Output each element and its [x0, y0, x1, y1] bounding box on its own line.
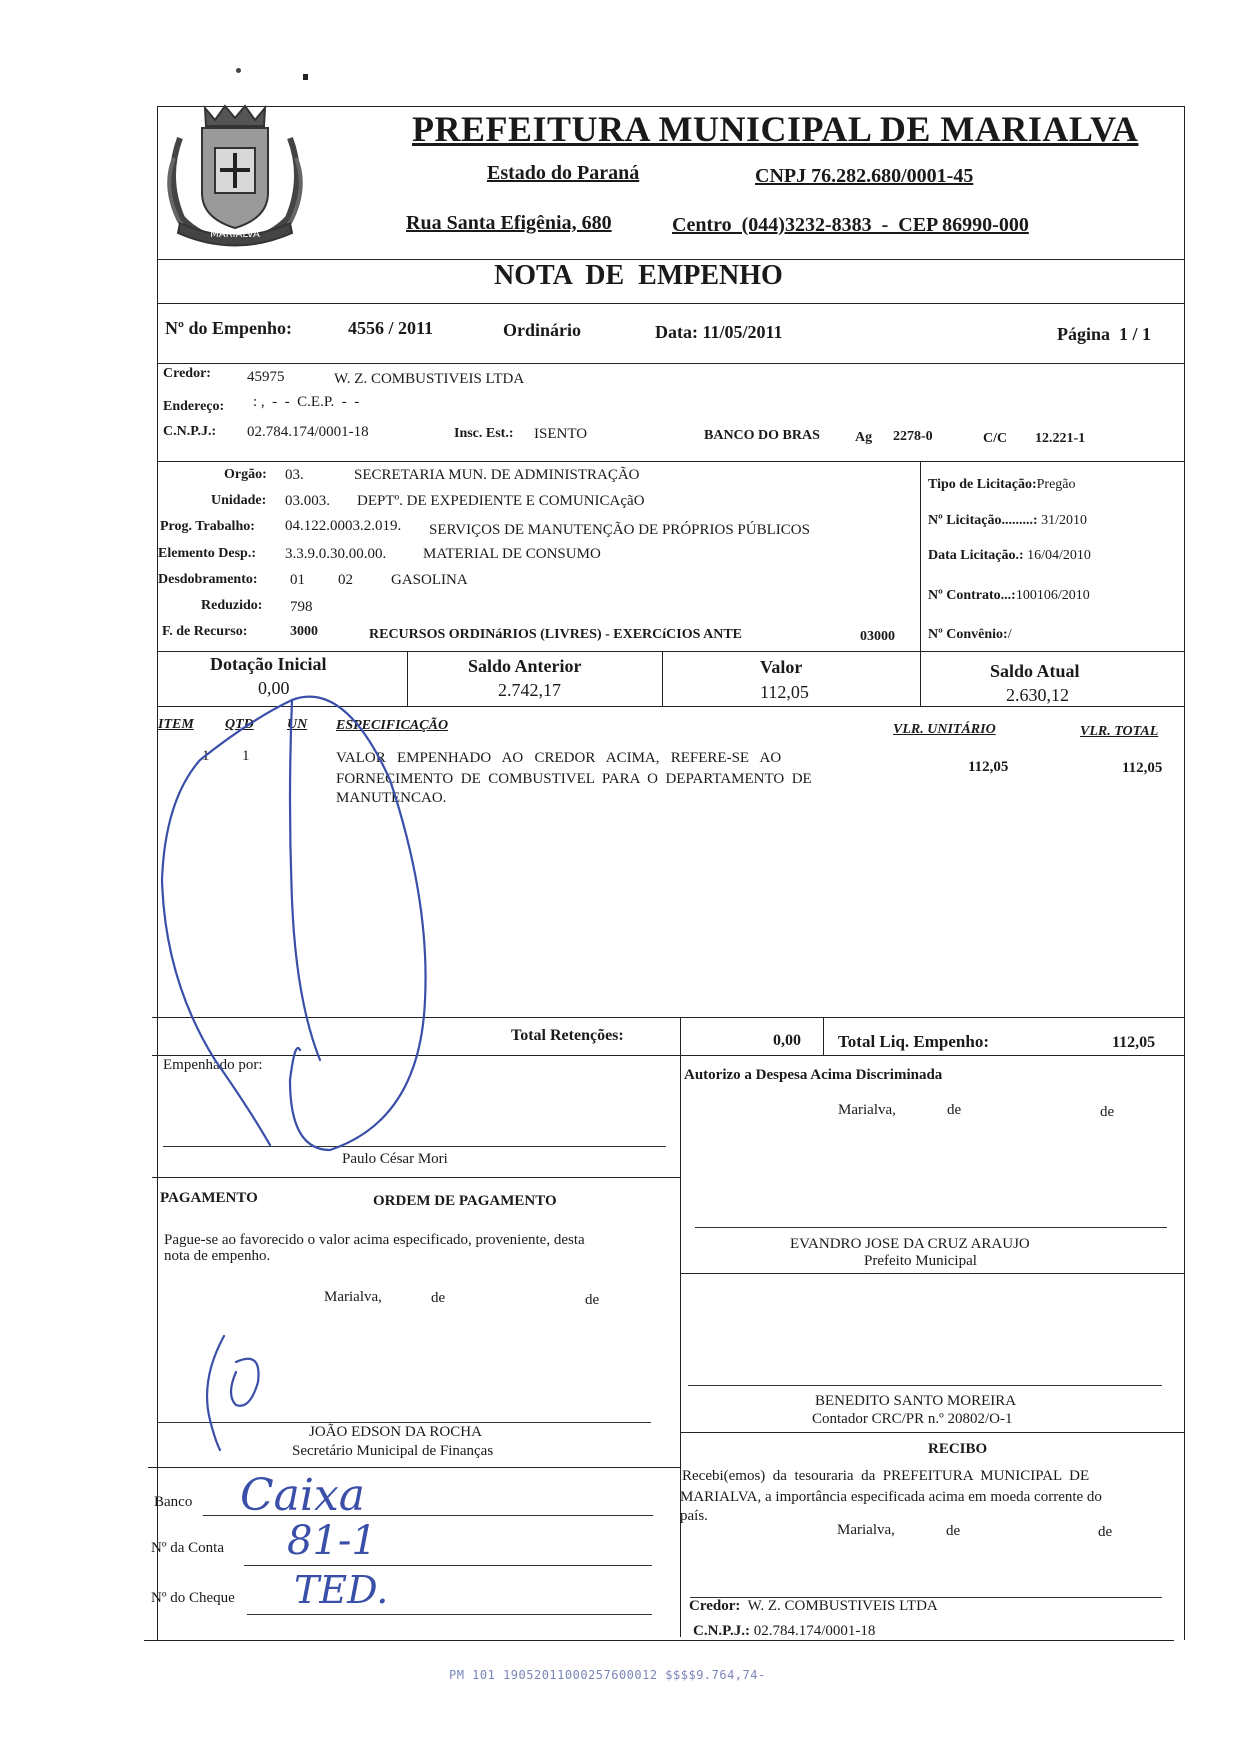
saldo-anterior-value: 2.742,17 [498, 680, 561, 700]
orgao-code: 03. [285, 467, 304, 483]
item-total-value: 112,05 [1122, 760, 1163, 776]
page-number: Página 1 / 1 [1057, 324, 1152, 344]
banco-label: Banco [154, 1494, 193, 1510]
municipality-title: PREFEITURA MUNICIPAL DE MARIALVA [412, 109, 1139, 149]
items-header-item: ITEM [158, 717, 194, 732]
secretary-name: JOÃO EDSON DA ROCHA [309, 1424, 482, 1440]
credor-cnpj: 02.784.174/0001-18 [247, 424, 369, 440]
item-spec-line1: VALOR EMPENHADO AO CREDOR ACIMA, REFERE-SE AO [336, 750, 782, 766]
empenho-number: 4556 / 2011 [348, 318, 434, 338]
municipality-contact: Centro (044)3232-8383 - CEP 86990-000 [672, 214, 1029, 236]
accountant-signature-line [688, 1385, 1162, 1386]
licitacao-type: Tipo de Licitação:Pregão [928, 477, 1076, 492]
desdobramento-b: 02 [338, 572, 353, 588]
retencoes-label: Total Retenções: [511, 1027, 624, 1044]
unidade-label: Unidade: [211, 493, 267, 508]
cheque-line [247, 1614, 652, 1615]
item-spec-line2: FORNECIMENTO DE COMBUSTIVEL PARA O DEPARTAMENTO DE [336, 771, 812, 787]
desdobramento-a: 01 [290, 572, 305, 588]
credor-bank: BANCO DO BRAS [704, 428, 820, 443]
saldo-atual-label: Saldo Atual [990, 661, 1080, 681]
recurso-code: 3000 [290, 624, 318, 639]
liquid-label: Total Liq. Empenho: [838, 1032, 989, 1051]
conta-handwritten: 81-1 [287, 1518, 377, 1564]
credor-insc-label: Insc. Est.: [454, 426, 514, 441]
saldo-anterior-label: Saldo Anterior [468, 656, 582, 676]
item-unit-value: 112,05 [968, 759, 1009, 775]
dotacao-value: 0,00 [258, 678, 290, 698]
prog-label: Prog. Trabalho: [160, 519, 255, 534]
credor-name: W. Z. COMBUSTIVEIS LTDA [334, 371, 525, 387]
accountant-name: BENEDITO SANTO MOREIRA [815, 1393, 1017, 1409]
elemento-label: Elemento Desp.: [158, 546, 256, 561]
scan-speck [236, 68, 241, 73]
liquid-value: 112,05 [1112, 1034, 1156, 1051]
recibo-text-line2: MARIALVA, a importância especificada acima em moeda corrente do [680, 1489, 1102, 1505]
credor-ag-label: Ag [855, 430, 873, 445]
retencoes-value: 0,00 [773, 1032, 801, 1049]
credor-insc: ISENTO [534, 426, 588, 442]
prog-name: SERVIÇOS DE MANUTENÇÃO DE PRÓPRIOS PÚBLICOS [429, 522, 810, 538]
item-number: 1 [202, 748, 210, 764]
desdobramento-name: GASOLINA [391, 572, 468, 588]
reduzido-value: 798 [290, 599, 313, 615]
prog-code: 04.122.0003.2.019. [285, 518, 402, 534]
credor-label: Credor: [163, 366, 211, 381]
conta-line [244, 1565, 652, 1566]
recibo-credor: Credor: W. Z. COMBUSTIVEIS LTDA [689, 1598, 938, 1614]
pagamento-label: PAGAMENTO [160, 1190, 258, 1206]
secretary-role: Secretário Municipal de Finanças [292, 1443, 494, 1459]
item-spec-line3: MANUTENCAO. [336, 790, 447, 806]
licitacao-number: Nº Licitação.........: 31/2010 [928, 513, 1087, 528]
empenho-type: Ordinário [503, 320, 582, 340]
credor-ag: 2278-0 [893, 429, 933, 444]
pagamento-city: Marialva, [324, 1289, 382, 1305]
recibo-city: Marialva, [837, 1522, 895, 1538]
municipality-cnpj: CNPJ 76.282.680/0001-45 [755, 165, 974, 187]
items-header-un: UN [287, 717, 308, 732]
svg-text:MARIALVA: MARIALVA [210, 229, 260, 240]
banco-handwritten: Caixa [240, 1470, 366, 1521]
empenho-date: Data: 11/05/2011 [655, 322, 783, 342]
saldo-atual-value: 2.630,12 [1006, 685, 1069, 705]
recurso-code2: 03000 [860, 629, 895, 644]
empenhado-name: Paulo César Mori [342, 1151, 448, 1167]
items-header-total: VLR. TOTAL [1080, 724, 1159, 739]
mayor-signature-line [695, 1227, 1167, 1228]
contract-number: Nº Contrato...:100106/2010 [928, 588, 1090, 603]
orgao-label: Orgão: [224, 467, 267, 482]
recurso-name: RECURSOS ORDINáRIOS (LIVRES) - EXERCíCIOS ANTE [369, 627, 743, 642]
unidade-name: DEPTº. DE EXPEDIENTE E COMUNICAçãO [357, 493, 645, 509]
mayor-name: EVANDRO JOSE DA CRUZ ARAUJO [790, 1236, 1030, 1252]
credor-address: : , - - C.E.P. - - [253, 394, 360, 410]
orgao-name: SECRETARIA MUN. DE ADMINISTRAÇÃO [354, 467, 640, 483]
mayor-role: Prefeito Municipal [864, 1253, 977, 1269]
pagamento-text-line1: Pague-se ao favorecido o valor acima especificado, proveniente, desta [164, 1232, 585, 1248]
empenho-label: Nº do Empenho: [165, 318, 292, 338]
autorizo-label: Autorizo a Despesa Acima Discriminada [684, 1067, 943, 1083]
empenhado-label: Empenhado por: [163, 1057, 263, 1073]
licitacao-date: Data Licitação.: 16/04/2010 [928, 548, 1091, 563]
accountant-role: Contador CRC/PR n.º 20802/O-1 [812, 1411, 1013, 1427]
scan-speck [303, 74, 308, 80]
items-header-spec: ESPECIFICAÇÃO [336, 718, 449, 733]
dotacao-label: Dotação Inicial [210, 654, 327, 674]
pagamento-text-line2: nota de empenho. [164, 1248, 271, 1264]
recibo-cnpj: C.N.P.J.: 02.784.174/0001-18 [693, 1623, 876, 1639]
credor-cc-label: C/C [983, 431, 1008, 446]
credor-code: 45975 [247, 369, 285, 385]
recibo-de2: de [1098, 1524, 1113, 1540]
cheque-label: Nº do Cheque [151, 1590, 235, 1606]
municipality-address: Rua Santa Efigênia, 680 [406, 212, 612, 234]
credor-cc: 12.221-1 [1035, 431, 1086, 446]
autorizo-city: Marialva, [838, 1102, 896, 1118]
recurso-label: F. de Recurso: [162, 624, 248, 639]
elemento-code: 3.3.9.0.30.00.00. [285, 546, 387, 562]
item-qty: 1 [242, 748, 250, 764]
conta-label: Nº da Conta [151, 1540, 224, 1556]
reduzido-label: Reduzido: [201, 598, 263, 613]
items-header-unit: VLR. UNITÁRIO [893, 722, 996, 737]
elemento-name: MATERIAL DE CONSUMO [423, 546, 601, 562]
recibo-text-line1: Recebi(emos) da tesouraria da PREFEITURA MUNICIPAL DE [682, 1468, 1090, 1484]
footer-machine-stamp: PM 101 19052011000257600012 $$$$9.764,74- [449, 1668, 766, 1682]
convenio-number: Nº Convênio:/ [928, 627, 1012, 642]
recibo-de1: de [946, 1523, 961, 1539]
ordem-pagamento-title: ORDEM DE PAGAMENTO [373, 1193, 557, 1209]
credor-address-label: Endereço: [163, 399, 225, 414]
document-title: NOTA DE EMPENHO [494, 260, 783, 291]
valor-label: Valor [760, 657, 803, 677]
unidade-code: 03.003. [285, 493, 330, 509]
pagamento-de1: de [431, 1290, 446, 1306]
desdobramento-label: Desdobramento: [158, 572, 258, 587]
cheque-handwritten: TED. [294, 1568, 389, 1612]
coat-of-arms-logo [160, 98, 310, 250]
empenhado-signature-line [163, 1146, 666, 1147]
recibo-title: RECIBO [928, 1441, 988, 1457]
state-name: Estado do Paraná [487, 162, 640, 184]
pagamento-de2: de [585, 1292, 600, 1308]
autorizo-de1: de [947, 1102, 962, 1118]
secretary-signature-line [158, 1422, 651, 1423]
recibo-text-line3: país. [680, 1508, 708, 1524]
credor-cnpj-label: C.N.P.J.: [163, 424, 217, 439]
items-header-qtd: QTD [225, 717, 254, 732]
valor-value: 112,05 [760, 682, 809, 702]
autorizo-de2: de [1100, 1104, 1115, 1120]
